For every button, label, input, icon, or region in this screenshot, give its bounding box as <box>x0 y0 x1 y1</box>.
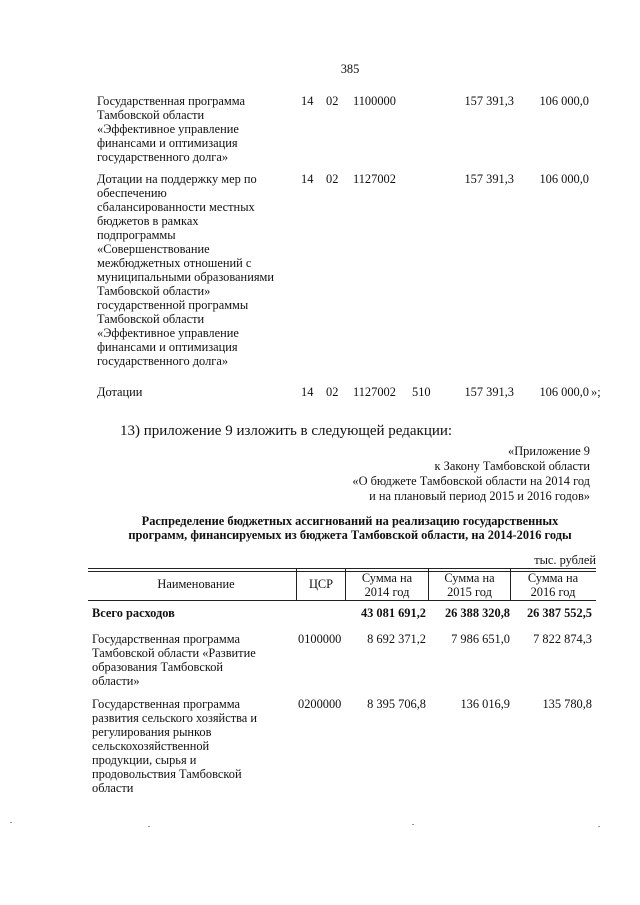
appendix-line: «О бюджете Тамбовской области на 2014 год <box>352 474 590 488</box>
row-csr: 1127002 <box>353 172 396 186</box>
row-name: Дотации на поддержку мер по обеспечению сбалансированности местных бюджетов в рамках подпрограммы «Совершенствование межбюджетных отношений с муниципальными образованиями Тамбовской области» государственной программы Тамбовской области «Эффективное управление финансами и оптимизация государственного долга» <box>97 172 274 368</box>
row-csr: 1100000 <box>353 94 396 108</box>
row-csr: 0100000 <box>298 632 342 646</box>
row-sum-2015: 7 986 651,0 <box>451 632 510 646</box>
row-rz: 14 <box>301 172 314 186</box>
row-csr: 1127002 <box>353 385 396 399</box>
row-sum-2015: 26 388 320,8 <box>444 606 510 620</box>
appendix-line: «Приложение 9 <box>508 444 590 458</box>
row-sum-2014: 43 081 691,2 <box>360 606 426 620</box>
table-title-line: Распределение бюджетных ассигнований на реализацию государственных <box>141 514 559 528</box>
row-sum-2014: 8 395 706,8 <box>367 697 426 711</box>
appendix-line: и на плановый период 2015 и 2016 годов» <box>369 489 590 503</box>
table-top-border <box>88 568 596 569</box>
row-pr: 02 <box>326 94 339 108</box>
amendment-text: 13) приложение 9 изложить в следующей редакции: <box>120 423 453 439</box>
table-title <box>0 514 640 542</box>
appendix-line: к Закону Тамбовской области <box>434 459 590 473</box>
row-rz: 14 <box>301 385 314 399</box>
row-sum-2015: 157 391,3 <box>464 385 514 399</box>
row-name: Дотации <box>97 385 143 399</box>
row-sum-2016: 106 000,0 <box>539 385 589 399</box>
units-label: тыс. рублей <box>534 553 596 567</box>
row-tail: »; <box>591 385 601 399</box>
row-sum-2016: 135 780,8 <box>542 697 592 711</box>
row-pr: 02 <box>326 172 339 186</box>
scan-speck <box>412 824 414 825</box>
header-name: Наименование <box>157 577 235 591</box>
row-sum-2014: 8 692 371,2 <box>367 632 426 646</box>
row-sum-2015: 157 391,3 <box>464 172 514 186</box>
row-name: Государственная программа Тамбовской области «Развитие образования Тамбовской области» <box>92 632 256 688</box>
header-sum-2014: Сумма на 2014 год <box>361 571 413 599</box>
row-sum-2016: 106 000,0 <box>539 172 589 186</box>
row-pr: 02 <box>326 385 339 399</box>
row-sum-2016: 106 000,0 <box>539 94 589 108</box>
scan-speck <box>148 826 150 827</box>
table-header-border <box>88 600 596 601</box>
row-vr: 510 <box>412 385 431 399</box>
row-name: Всего расходов <box>92 606 175 620</box>
appendix-header <box>352 444 590 504</box>
row-sum-2016: 26 387 552,5 <box>526 606 592 620</box>
row-rz: 14 <box>301 94 314 108</box>
row-sum-2016: 7 822 874,3 <box>533 632 592 646</box>
row-name: Государственная программа Тамбовской области «Эффективное управление финансами и оптимизация государственного долга» <box>97 94 245 164</box>
scan-speck <box>10 822 12 823</box>
row-name: Государственная программа развития сельского хозяйства и регулирования рынков сельскохозяйственной продукции, сырья и продовольствия Тамбовской области <box>92 697 258 795</box>
row-sum-2015: 136 016,9 <box>460 697 510 711</box>
page-number: 385 <box>340 62 360 76</box>
row-sum-2015: 157 391,3 <box>464 94 514 108</box>
scan-speck <box>598 826 600 827</box>
row-csr: 0200000 <box>298 697 342 711</box>
header-sum-2015: Сумма на 2015 год <box>444 571 495 599</box>
header-csr: ЦСР <box>308 577 334 591</box>
table-title-line: программ, финансируемых из бюджета Тамбовской области, на 2014-2016 годы <box>128 528 572 542</box>
header-sum-2016: Сумма на 2016 год <box>527 571 579 599</box>
